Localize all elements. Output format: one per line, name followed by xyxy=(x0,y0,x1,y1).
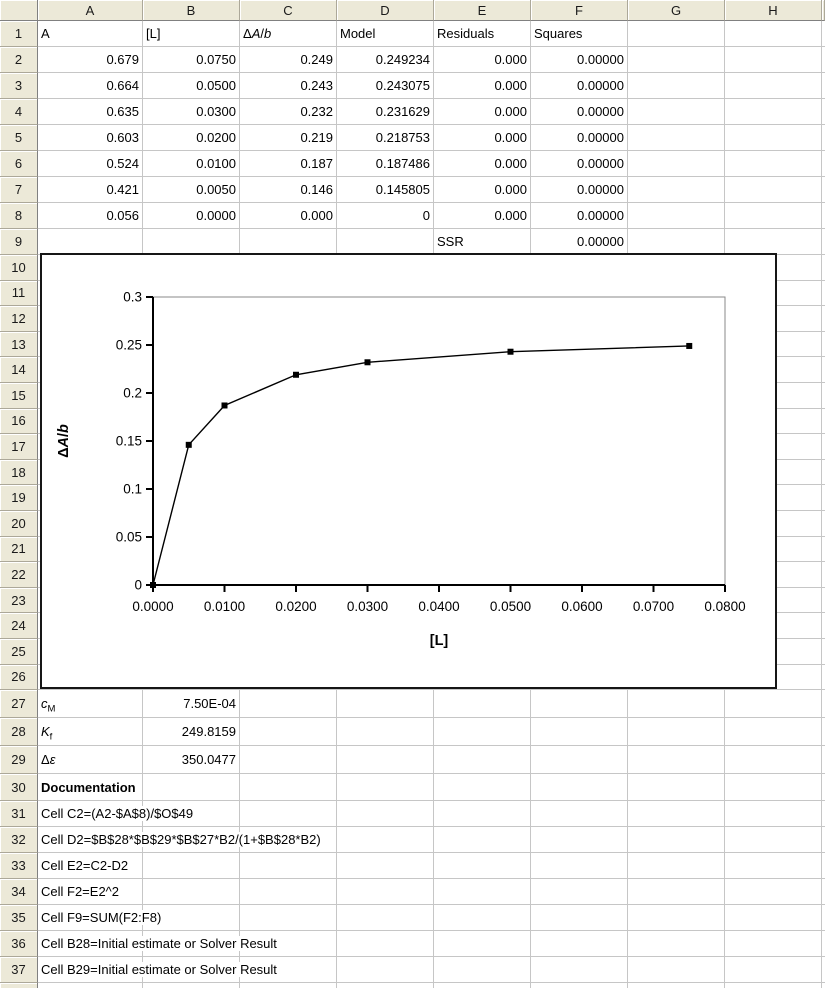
cell-G6[interactable] xyxy=(628,151,725,177)
cell-A33[interactable]: Cell E2=C2-D2 xyxy=(38,853,143,879)
cell-H27[interactable] xyxy=(725,690,822,718)
row-header-14[interactable]: 14 xyxy=(0,357,38,383)
row-header-18[interactable]: 18 xyxy=(0,460,38,486)
row-header-13[interactable]: 13 xyxy=(0,332,38,358)
cell-G38[interactable] xyxy=(628,983,725,988)
cell-B29[interactable]: 350.0477 xyxy=(143,746,240,774)
embedded-chart[interactable] xyxy=(40,253,777,689)
column-header-row xyxy=(0,0,825,21)
cell-H29[interactable] xyxy=(725,746,822,774)
cell-B1[interactable]: [L] xyxy=(143,21,240,47)
cell-C1[interactable]: ΔA/b xyxy=(240,21,337,47)
cell-D37[interactable] xyxy=(337,957,434,983)
cell-D31[interactable] xyxy=(337,801,434,827)
row-header-37[interactable]: 37 xyxy=(0,957,38,983)
cell-D2[interactable]: 0.249234 xyxy=(337,47,434,73)
row-header-9[interactable]: 9 xyxy=(0,229,38,255)
row-header-21[interactable]: 21 xyxy=(0,537,38,563)
cell-F28[interactable] xyxy=(531,718,628,746)
row-header-26[interactable]: 26 xyxy=(0,665,38,691)
row-header-28[interactable]: 28 xyxy=(0,718,38,746)
cell-B9[interactable] xyxy=(143,229,240,255)
y-tick-label: 0.1 xyxy=(123,481,142,497)
cell-C29[interactable] xyxy=(240,746,337,774)
sheet-row-32 xyxy=(0,827,825,853)
cell-A9[interactable] xyxy=(38,229,143,255)
cell-C35[interactable] xyxy=(240,905,337,931)
cell-F30[interactable] xyxy=(531,774,628,801)
cell-A30[interactable]: Documentation xyxy=(38,774,143,801)
row-header-16[interactable]: 16 xyxy=(0,409,38,435)
row-header-25[interactable]: 25 xyxy=(0,639,38,665)
cell-D33[interactable] xyxy=(337,853,434,879)
x-tick-label: 0.0700 xyxy=(632,599,675,614)
plot-area xyxy=(153,297,725,585)
cell-E28[interactable] xyxy=(434,718,531,746)
row-header-6[interactable]: 6 xyxy=(0,151,38,177)
x-tick-label: 0.0300 xyxy=(346,599,389,614)
cell-H36[interactable] xyxy=(725,931,822,957)
row-header-27[interactable]: 27 xyxy=(0,690,38,718)
cell-A5[interactable]: 0.603 xyxy=(38,125,143,151)
cell-D3[interactable]: 0.243075 xyxy=(337,73,434,99)
cell-H3[interactable] xyxy=(725,73,822,99)
cell-D28[interactable] xyxy=(337,718,434,746)
cell-E7[interactable]: 0.000 xyxy=(434,177,531,203)
cell-H37[interactable] xyxy=(725,957,822,983)
cell-C28[interactable] xyxy=(240,718,337,746)
cell-C2[interactable]: 0.249 xyxy=(240,47,337,73)
row-header-38[interactable] xyxy=(0,983,38,988)
cell-A31[interactable]: Cell C2=(A2-$A$8)/$O$49 xyxy=(38,801,143,827)
cell-G7[interactable] xyxy=(628,177,725,203)
cell-G33[interactable] xyxy=(628,853,725,879)
x-tick-label: 0.0000 xyxy=(132,599,174,614)
row-header-1[interactable]: 1 xyxy=(0,21,38,47)
cell-G8[interactable] xyxy=(628,203,725,229)
cell-A34[interactable]: Cell F2=E2^2 xyxy=(38,879,143,905)
row-header-8[interactable]: 8 xyxy=(0,203,38,229)
cell-G30[interactable] xyxy=(628,774,725,801)
column-header-H[interactable]: H xyxy=(725,0,822,21)
cell-E38[interactable] xyxy=(434,983,531,988)
sheet-row-1 xyxy=(0,21,825,47)
cell-G35[interactable] xyxy=(628,905,725,931)
cell-G3[interactable] xyxy=(628,73,725,99)
cell-D27[interactable] xyxy=(337,690,434,718)
cell-H35[interactable] xyxy=(725,905,822,931)
data-point-marker[interactable] xyxy=(508,349,514,355)
row-header-29[interactable]: 29 xyxy=(0,746,38,774)
cell-C4[interactable]: 0.232 xyxy=(240,99,337,125)
row-header-17[interactable]: 17 xyxy=(0,434,38,460)
cell-C34[interactable] xyxy=(240,879,337,905)
cell-F36[interactable] xyxy=(531,931,628,957)
row-header-33[interactable]: 33 xyxy=(0,853,38,879)
cell-A6[interactable]: 0.524 xyxy=(38,151,143,177)
cell-E34[interactable] xyxy=(434,879,531,905)
sheet-row-31 xyxy=(0,801,825,827)
cell-A8[interactable]: 0.056 xyxy=(38,203,143,229)
cell-G31[interactable] xyxy=(628,801,725,827)
cell-H8[interactable] xyxy=(725,203,822,229)
row-header-11[interactable]: 11 xyxy=(0,281,38,307)
column-header-A[interactable]: A xyxy=(38,0,143,21)
cell-F27[interactable] xyxy=(531,690,628,718)
cell-G32[interactable] xyxy=(628,827,725,853)
cell-B33[interactable] xyxy=(143,853,240,879)
row-header-36[interactable]: 36 xyxy=(0,931,38,957)
cell-C5[interactable]: 0.219 xyxy=(240,125,337,151)
cell-E29[interactable] xyxy=(434,746,531,774)
x-tick-label: 0.0600 xyxy=(561,599,603,614)
cell-F29[interactable] xyxy=(531,746,628,774)
cell-E5[interactable]: 0.000 xyxy=(434,125,531,151)
cell-C38[interactable] xyxy=(240,983,337,988)
sheet-row-30 xyxy=(0,774,825,801)
cell-F32[interactable] xyxy=(531,827,628,853)
column-header-F[interactable]: F xyxy=(531,0,628,21)
cell-H2[interactable] xyxy=(725,47,822,73)
cell-D30[interactable] xyxy=(337,774,434,801)
select-all-corner[interactable] xyxy=(0,0,38,21)
cell-A2[interactable]: 0.679 xyxy=(38,47,143,73)
cell-G34[interactable] xyxy=(628,879,725,905)
cell-H31[interactable] xyxy=(725,801,822,827)
data-point-marker[interactable] xyxy=(686,343,692,349)
cell-H28[interactable] xyxy=(725,718,822,746)
cell-D34[interactable] xyxy=(337,879,434,905)
sheet-row-29 xyxy=(0,746,825,774)
sheet-row-33 xyxy=(0,853,825,879)
row-header-20[interactable]: 20 xyxy=(0,511,38,537)
cell-E36[interactable] xyxy=(434,931,531,957)
cell-B8[interactable]: 0.0000 xyxy=(143,203,240,229)
x-tick-label: 0.0200 xyxy=(275,599,317,614)
y-tick-label: 0.05 xyxy=(115,529,142,545)
x-tick-label: 0.0800 xyxy=(704,599,746,614)
cell-H4[interactable] xyxy=(725,99,822,125)
cell-H9[interactable] xyxy=(725,229,822,255)
cell-H32[interactable] xyxy=(725,827,822,853)
sheet-row-5 xyxy=(0,125,825,151)
cell-D8[interactable]: 0 xyxy=(337,203,434,229)
row-header-22[interactable]: 22 xyxy=(0,562,38,588)
sheet-row-6 xyxy=(0,151,825,177)
cell-E2[interactable]: 0.000 xyxy=(434,47,531,73)
row-header-12[interactable]: 12 xyxy=(0,306,38,332)
y-tick-label: 0.3 xyxy=(123,289,142,305)
cell-C31[interactable] xyxy=(240,801,337,827)
cell-C27[interactable] xyxy=(240,690,337,718)
x-tick-label: 0.0500 xyxy=(489,599,532,614)
y-axis-title: ΔA/b xyxy=(56,424,72,458)
cell-A4[interactable]: 0.635 xyxy=(38,99,143,125)
row-header-5[interactable]: 5 xyxy=(0,125,38,151)
data-point-marker[interactable] xyxy=(222,402,228,408)
cell-F9[interactable]: 0.00000 xyxy=(531,229,628,255)
sheet-row-35 xyxy=(0,905,825,931)
cell-E6[interactable]: 0.000 xyxy=(434,151,531,177)
cell-F37[interactable] xyxy=(531,957,628,983)
cell-F6[interactable]: 0.00000 xyxy=(531,151,628,177)
cell-B4[interactable]: 0.0300 xyxy=(143,99,240,125)
cell-D7[interactable]: 0.145805 xyxy=(337,177,434,203)
cell-H33[interactable] xyxy=(725,853,822,879)
cell-D4[interactable]: 0.231629 xyxy=(337,99,434,125)
row-header-4[interactable]: 4 xyxy=(0,99,38,125)
y-tick-label: 0 xyxy=(134,577,142,593)
cell-C3[interactable]: 0.243 xyxy=(240,73,337,99)
cell-C9[interactable] xyxy=(240,229,337,255)
cell-A3[interactable]: 0.664 xyxy=(38,73,143,99)
cell-H30[interactable] xyxy=(725,774,822,801)
sheet-row-9 xyxy=(0,229,825,255)
cell-B38[interactable] xyxy=(143,983,240,988)
cell-F2[interactable]: 0.00000 xyxy=(531,47,628,73)
cell-D5[interactable]: 0.218753 xyxy=(337,125,434,151)
cell-H38[interactable] xyxy=(725,983,822,988)
cell-C7[interactable]: 0.146 xyxy=(240,177,337,203)
row-header-2[interactable]: 2 xyxy=(0,47,38,73)
column-header-E[interactable]: E xyxy=(434,0,531,21)
cell-B3[interactable]: 0.0500 xyxy=(143,73,240,99)
cell-H34[interactable] xyxy=(725,879,822,905)
cell-F31[interactable] xyxy=(531,801,628,827)
cell-B6[interactable]: 0.0100 xyxy=(143,151,240,177)
cell-D35[interactable] xyxy=(337,905,434,931)
cell-G29[interactable] xyxy=(628,746,725,774)
row-header-32[interactable]: 32 xyxy=(0,827,38,853)
cell-B30[interactable] xyxy=(143,774,240,801)
sheet-row-28 xyxy=(0,718,825,746)
cell-F33[interactable] xyxy=(531,853,628,879)
cell-E32[interactable] xyxy=(434,827,531,853)
cell-F8[interactable]: 0.00000 xyxy=(531,203,628,229)
cell-D9[interactable] xyxy=(337,229,434,255)
sheet-row-27 xyxy=(0,690,825,718)
cell-F4[interactable]: 0.00000 xyxy=(531,99,628,125)
row-header-34[interactable]: 34 xyxy=(0,879,38,905)
row-header-24[interactable]: 24 xyxy=(0,613,38,639)
cell-C30[interactable] xyxy=(240,774,337,801)
cell-A1[interactable]: A xyxy=(38,21,143,47)
column-header-C[interactable]: C xyxy=(240,0,337,21)
cell-G27[interactable] xyxy=(628,690,725,718)
cell-G9[interactable] xyxy=(628,229,725,255)
x-tick-label: 0.0400 xyxy=(418,599,460,614)
cell-H1[interactable] xyxy=(725,21,822,47)
row-header-7[interactable]: 7 xyxy=(0,177,38,203)
x-tick-label: 0.0100 xyxy=(203,599,246,614)
data-point-marker[interactable] xyxy=(150,582,156,588)
cell-D1[interactable]: Model xyxy=(337,21,434,47)
cell-E31[interactable] xyxy=(434,801,531,827)
cell-H7[interactable] xyxy=(725,177,822,203)
column-header-B[interactable]: B xyxy=(143,0,240,21)
cell-E30[interactable] xyxy=(434,774,531,801)
cell-G2[interactable] xyxy=(628,47,725,73)
row-header-31[interactable]: 31 xyxy=(0,801,38,827)
column-header-G[interactable]: G xyxy=(628,0,725,21)
cell-G4[interactable] xyxy=(628,99,725,125)
cell-F1[interactable]: Squares xyxy=(531,21,628,47)
y-tick-label: 0.25 xyxy=(115,337,142,353)
cell-G5[interactable] xyxy=(628,125,725,151)
cell-A32[interactable]: Cell D2=$B$28*$B$29*$B$27*B2/(1+$B$28*B2) xyxy=(38,827,143,853)
x-axis-title: [L] xyxy=(429,633,449,649)
cell-E33[interactable] xyxy=(434,853,531,879)
cell-A37[interactable]: Cell B29=Initial estimate or Solver Result xyxy=(38,957,143,983)
cell-A7[interactable]: 0.421 xyxy=(38,177,143,203)
cell-E37[interactable] xyxy=(434,957,531,983)
cell-E35[interactable] xyxy=(434,905,531,931)
cell-F34[interactable] xyxy=(531,879,628,905)
cell-B28[interactable]: 249.8159 xyxy=(143,718,240,746)
cell-A28[interactable]: $K_f$ xyxy=(38,718,143,746)
cell-D6[interactable]: 0.187486 xyxy=(337,151,434,177)
cell-G1[interactable] xyxy=(628,21,725,47)
sheet-row-37 xyxy=(0,957,825,983)
cell-G37[interactable] xyxy=(628,957,725,983)
sheet-row-34 xyxy=(0,879,825,905)
cell-A36[interactable]: Cell B28=Initial estimate or Solver Result xyxy=(38,931,143,957)
y-tick-label: 0.2 xyxy=(123,385,142,401)
cell-D29[interactable] xyxy=(337,746,434,774)
cell-C8[interactable]: 0.000 xyxy=(240,203,337,229)
chart-canvas xyxy=(42,255,775,687)
cell-E8[interactable]: 0.000 xyxy=(434,203,531,229)
row-header-3[interactable]: 3 xyxy=(0,73,38,99)
y-tick-label: 0.15 xyxy=(115,433,142,449)
cell-A29[interactable]: Δε xyxy=(38,746,143,774)
row-header-10[interactable]: 10 xyxy=(0,255,38,281)
cell-A38[interactable] xyxy=(38,983,143,988)
cell-E9[interactable]: SSR xyxy=(434,229,531,255)
cell-F7[interactable]: 0.00000 xyxy=(531,177,628,203)
sheet-row-4 xyxy=(0,99,825,125)
sheet-row-7 xyxy=(0,177,825,203)
cell-D32[interactable] xyxy=(337,827,434,853)
data-point-marker[interactable] xyxy=(293,372,299,378)
cell-G28[interactable] xyxy=(628,718,725,746)
data-point-marker[interactable] xyxy=(186,442,192,448)
row-header-30[interactable]: 30 xyxy=(0,774,38,801)
row-header-19[interactable]: 19 xyxy=(0,485,38,511)
cell-H5[interactable] xyxy=(725,125,822,151)
row-header-15[interactable]: 15 xyxy=(0,383,38,409)
data-point-marker[interactable] xyxy=(365,359,371,365)
cell-C6[interactable]: 0.187 xyxy=(240,151,337,177)
cell-E3[interactable]: 0.000 xyxy=(434,73,531,99)
cell-F35[interactable] xyxy=(531,905,628,931)
sheet-row-2 xyxy=(0,47,825,73)
sheet-row-36 xyxy=(0,931,825,957)
cell-F38[interactable] xyxy=(531,983,628,988)
cell-H6[interactable] xyxy=(725,151,822,177)
cell-D36[interactable] xyxy=(337,931,434,957)
cell-B2[interactable]: 0.0750 xyxy=(143,47,240,73)
sheet-row-3 xyxy=(0,73,825,99)
cell-G36[interactable] xyxy=(628,931,725,957)
cell-B27[interactable]: 7.50E-04 xyxy=(143,690,240,718)
cell-C33[interactable] xyxy=(240,853,337,879)
cell-B7[interactable]: 0.0050 xyxy=(143,177,240,203)
cell-A27[interactable]: $c_M$ xyxy=(38,690,143,718)
cell-B34[interactable] xyxy=(143,879,240,905)
row-header-35[interactable]: 35 xyxy=(0,905,38,931)
sheet-row-38 xyxy=(0,983,825,988)
column-header-D[interactable]: D xyxy=(337,0,434,21)
cell-A35[interactable]: Cell F9=SUM(F2:F8) xyxy=(38,905,143,931)
sheet-row-8 xyxy=(0,203,825,229)
row-header-23[interactable]: 23 xyxy=(0,588,38,614)
cell-E27[interactable] xyxy=(434,690,531,718)
cell-F3[interactable]: 0.00000 xyxy=(531,73,628,99)
cell-D38[interactable] xyxy=(337,983,434,988)
cell-E1[interactable]: Residuals xyxy=(434,21,531,47)
cell-F5[interactable]: 0.00000 xyxy=(531,125,628,151)
cell-E4[interactable]: 0.000 xyxy=(434,99,531,125)
cell-B5[interactable]: 0.0200 xyxy=(143,125,240,151)
